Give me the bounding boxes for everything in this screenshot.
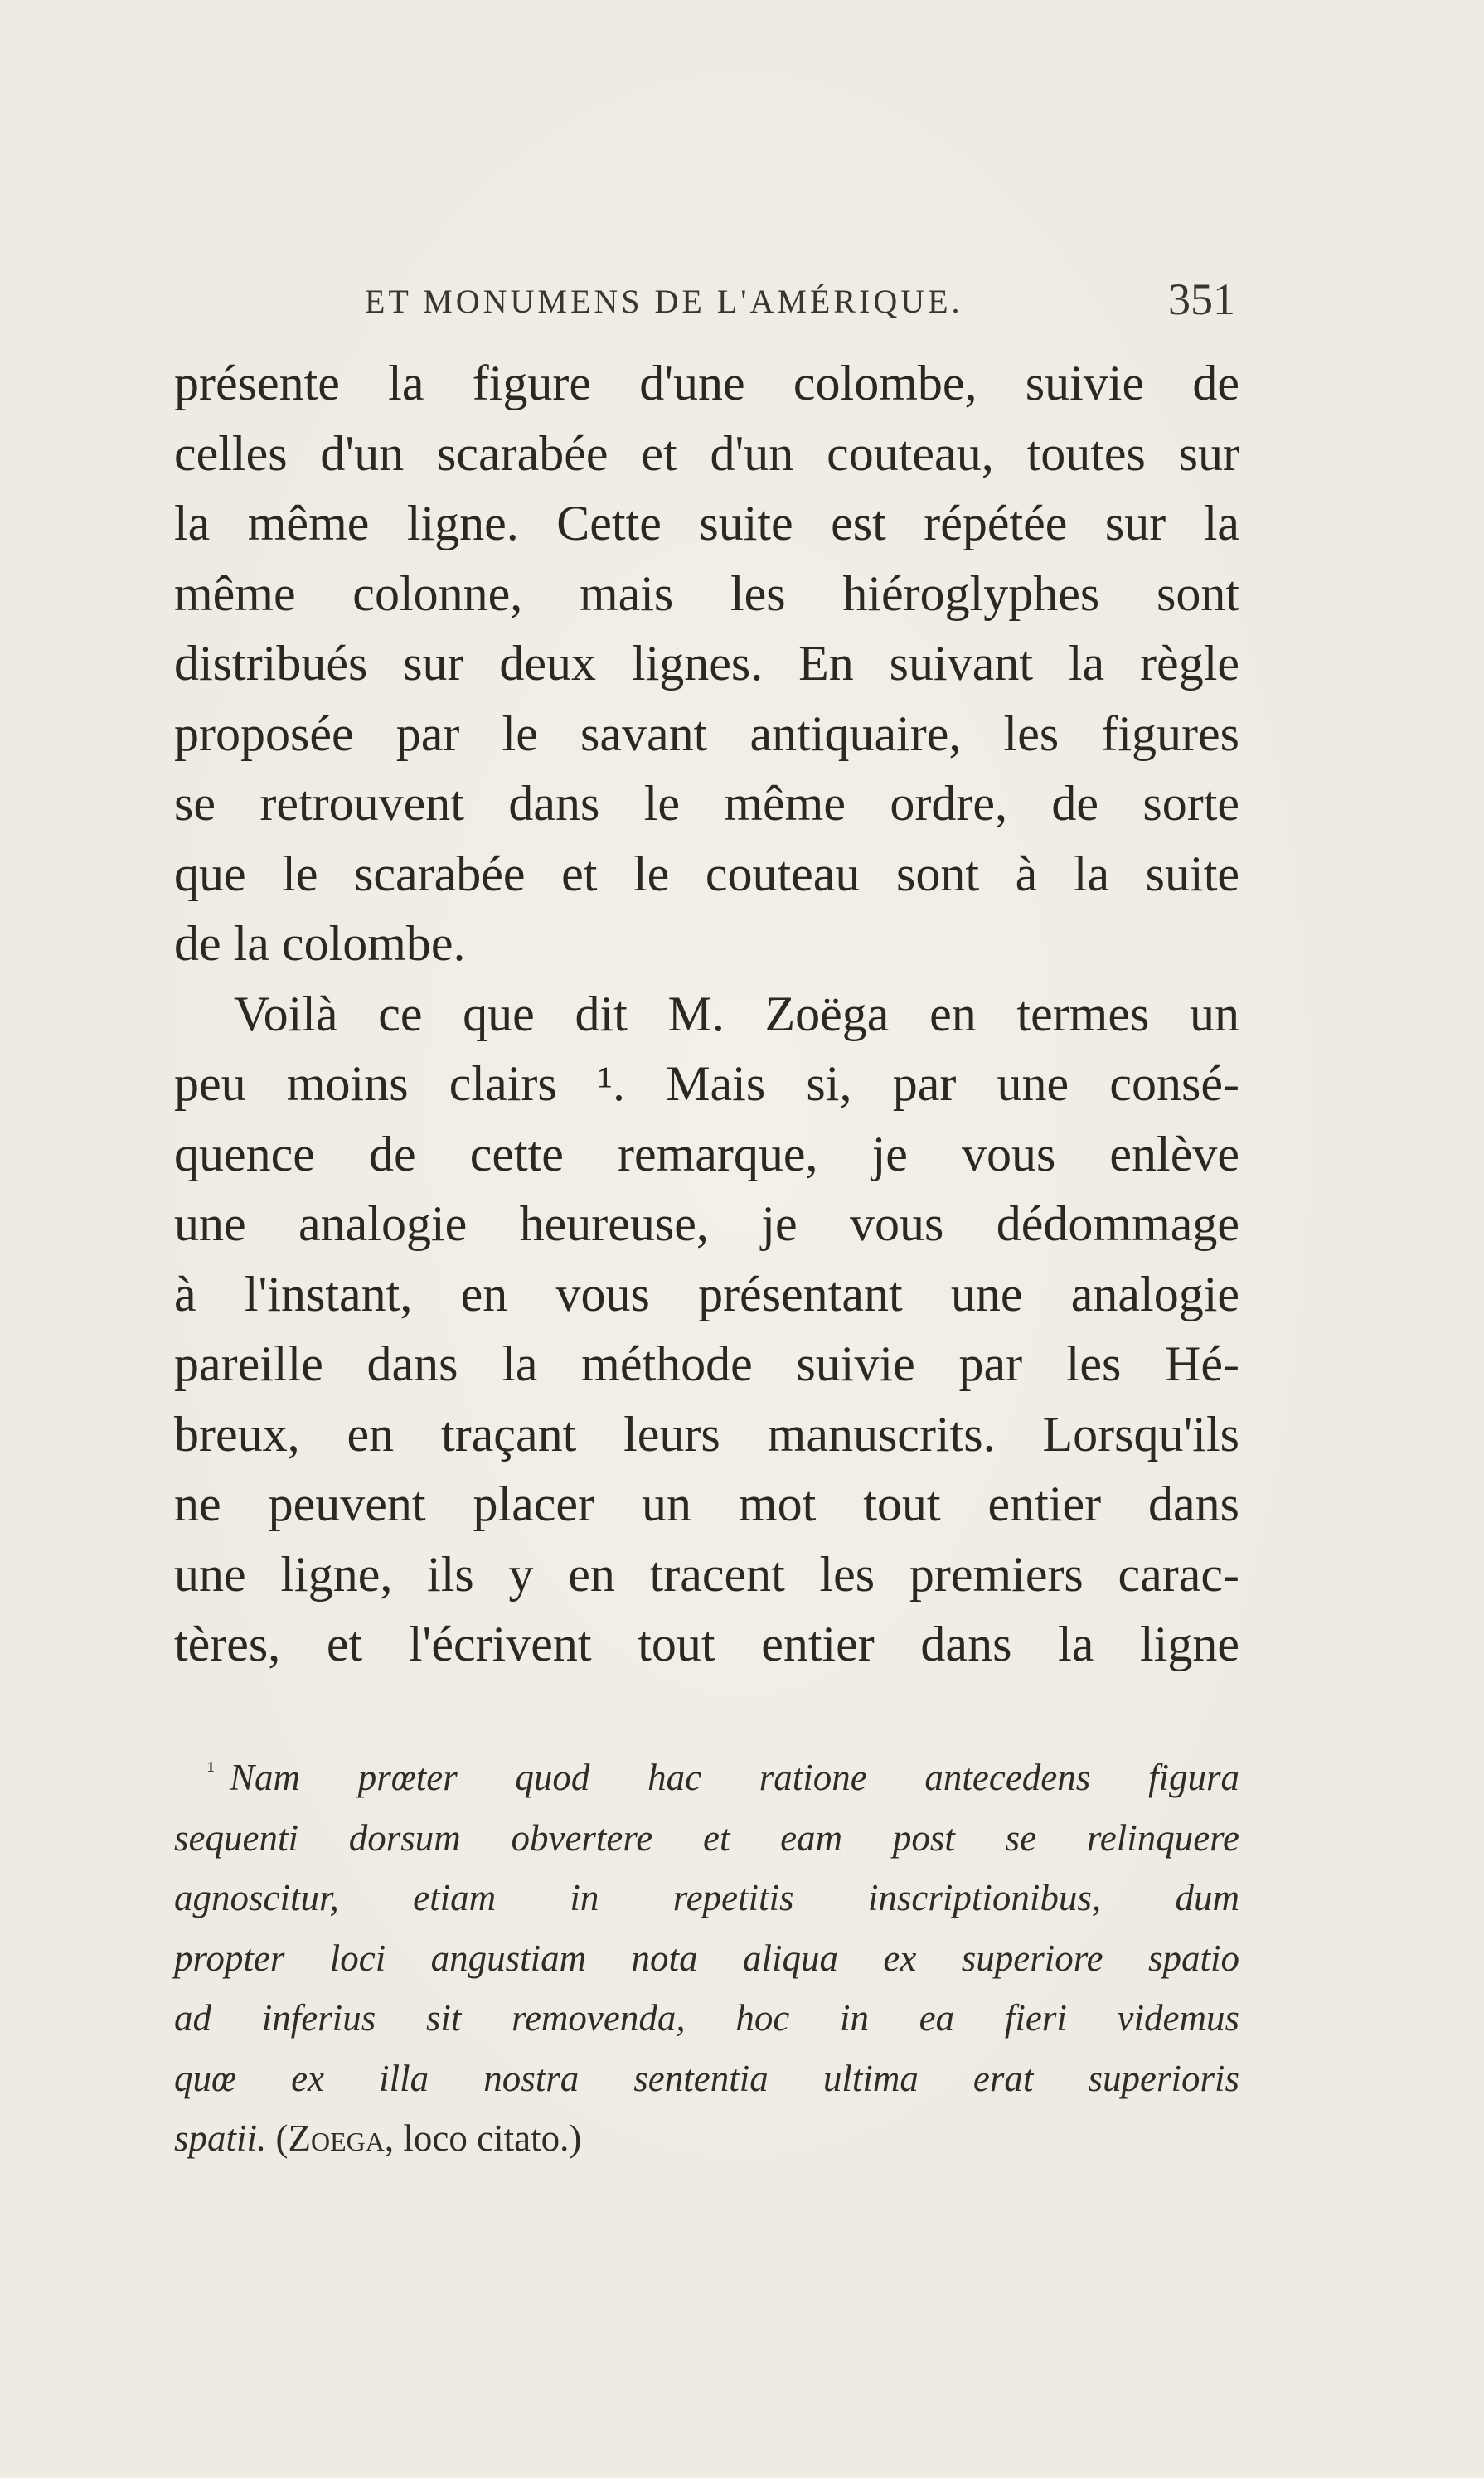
footnote-text: spatii. (174, 2117, 267, 2159)
body-line: tères, et l'écrivent tout entier dans la ligne (174, 1617, 1239, 1671)
body-line: pareille dans la méthode suivie par les Hé- (174, 1336, 1239, 1391)
footnote-line-last (174, 2108, 1239, 2169)
body-line: une analogie heureuse, je vous dédommage (174, 1196, 1239, 1251)
body-line: distribués sur deux lignes. En suivant la règle (174, 636, 1239, 691)
footnote (174, 1741, 1239, 2169)
body-line: présente la figure d'une colombe, suivie de (174, 356, 1239, 410)
body-line: ne peuvent placer un mot tout entier dans (174, 1477, 1239, 1531)
body-line: breux, en traçant leurs manuscrits. Lorsqu'ils (174, 1406, 1239, 1462)
footnote-line: propter loci angustiam nota aliqua ex superiore spatio (174, 1937, 1239, 1979)
footnote-text: Nam prœter quod hac ratione antecedens figura (230, 1757, 1239, 1798)
footnote-line: quœ ex illa nostra sententia ultima erat superioris (174, 2057, 1239, 2099)
body-line: celles d'un scarabée et d'un couteau, toutes sur (174, 425, 1239, 481)
footnote-line: sequenti dorsum obvertere et eam post se relinquere (174, 1816, 1239, 1859)
body-line: peu moins clairs ¹. Mais si, par une consé- (174, 1056, 1239, 1111)
body-line-paragraph-start: Voilà ce que dit M. Zoëga en termes un (234, 986, 1239, 1041)
running-head (174, 274, 1235, 340)
footnote-line: ad inferius sit removenda, hoc in ea fieri videmus (174, 1997, 1239, 2039)
footnote-line: agnoscitur, etiam in repetitis inscriptionibus, dum (174, 1877, 1239, 1918)
body-line: même colonne, mais les hiéroglyphes sont (174, 565, 1239, 621)
body-line: une ligne, ils y en tracent les premiers carac- (174, 1546, 1239, 1602)
body-line-paragraph-end: de la colombe. (174, 916, 466, 971)
citation-open: ( (275, 2117, 289, 2159)
body-line: proposée par le savant antiquaire, les figures (174, 706, 1239, 761)
footnote-marker: ¹ (207, 1757, 215, 1784)
footnote-line (174, 1741, 1239, 1808)
body-line: que le scarabée et le couteau sont à la suite (174, 846, 1239, 901)
body-text (174, 348, 1239, 1680)
body-line: la même ligne. Cette suite est répétée sur la (174, 496, 1239, 550)
body-line: quence de cette remarque, je vous enlève (174, 1126, 1239, 1181)
body-line: à l'instant, en vous présentant une analogie (174, 1266, 1239, 1321)
body-line: se retrouvent dans le même ordre, de sorte (174, 776, 1239, 831)
running-title: ET MONUMENS DE L'AMÉRIQUE. (365, 283, 963, 320)
citation-author: Zoega (288, 2117, 385, 2159)
citation-rest: , loco citato.) (384, 2117, 582, 2159)
page-number: 351 (1168, 274, 1235, 324)
